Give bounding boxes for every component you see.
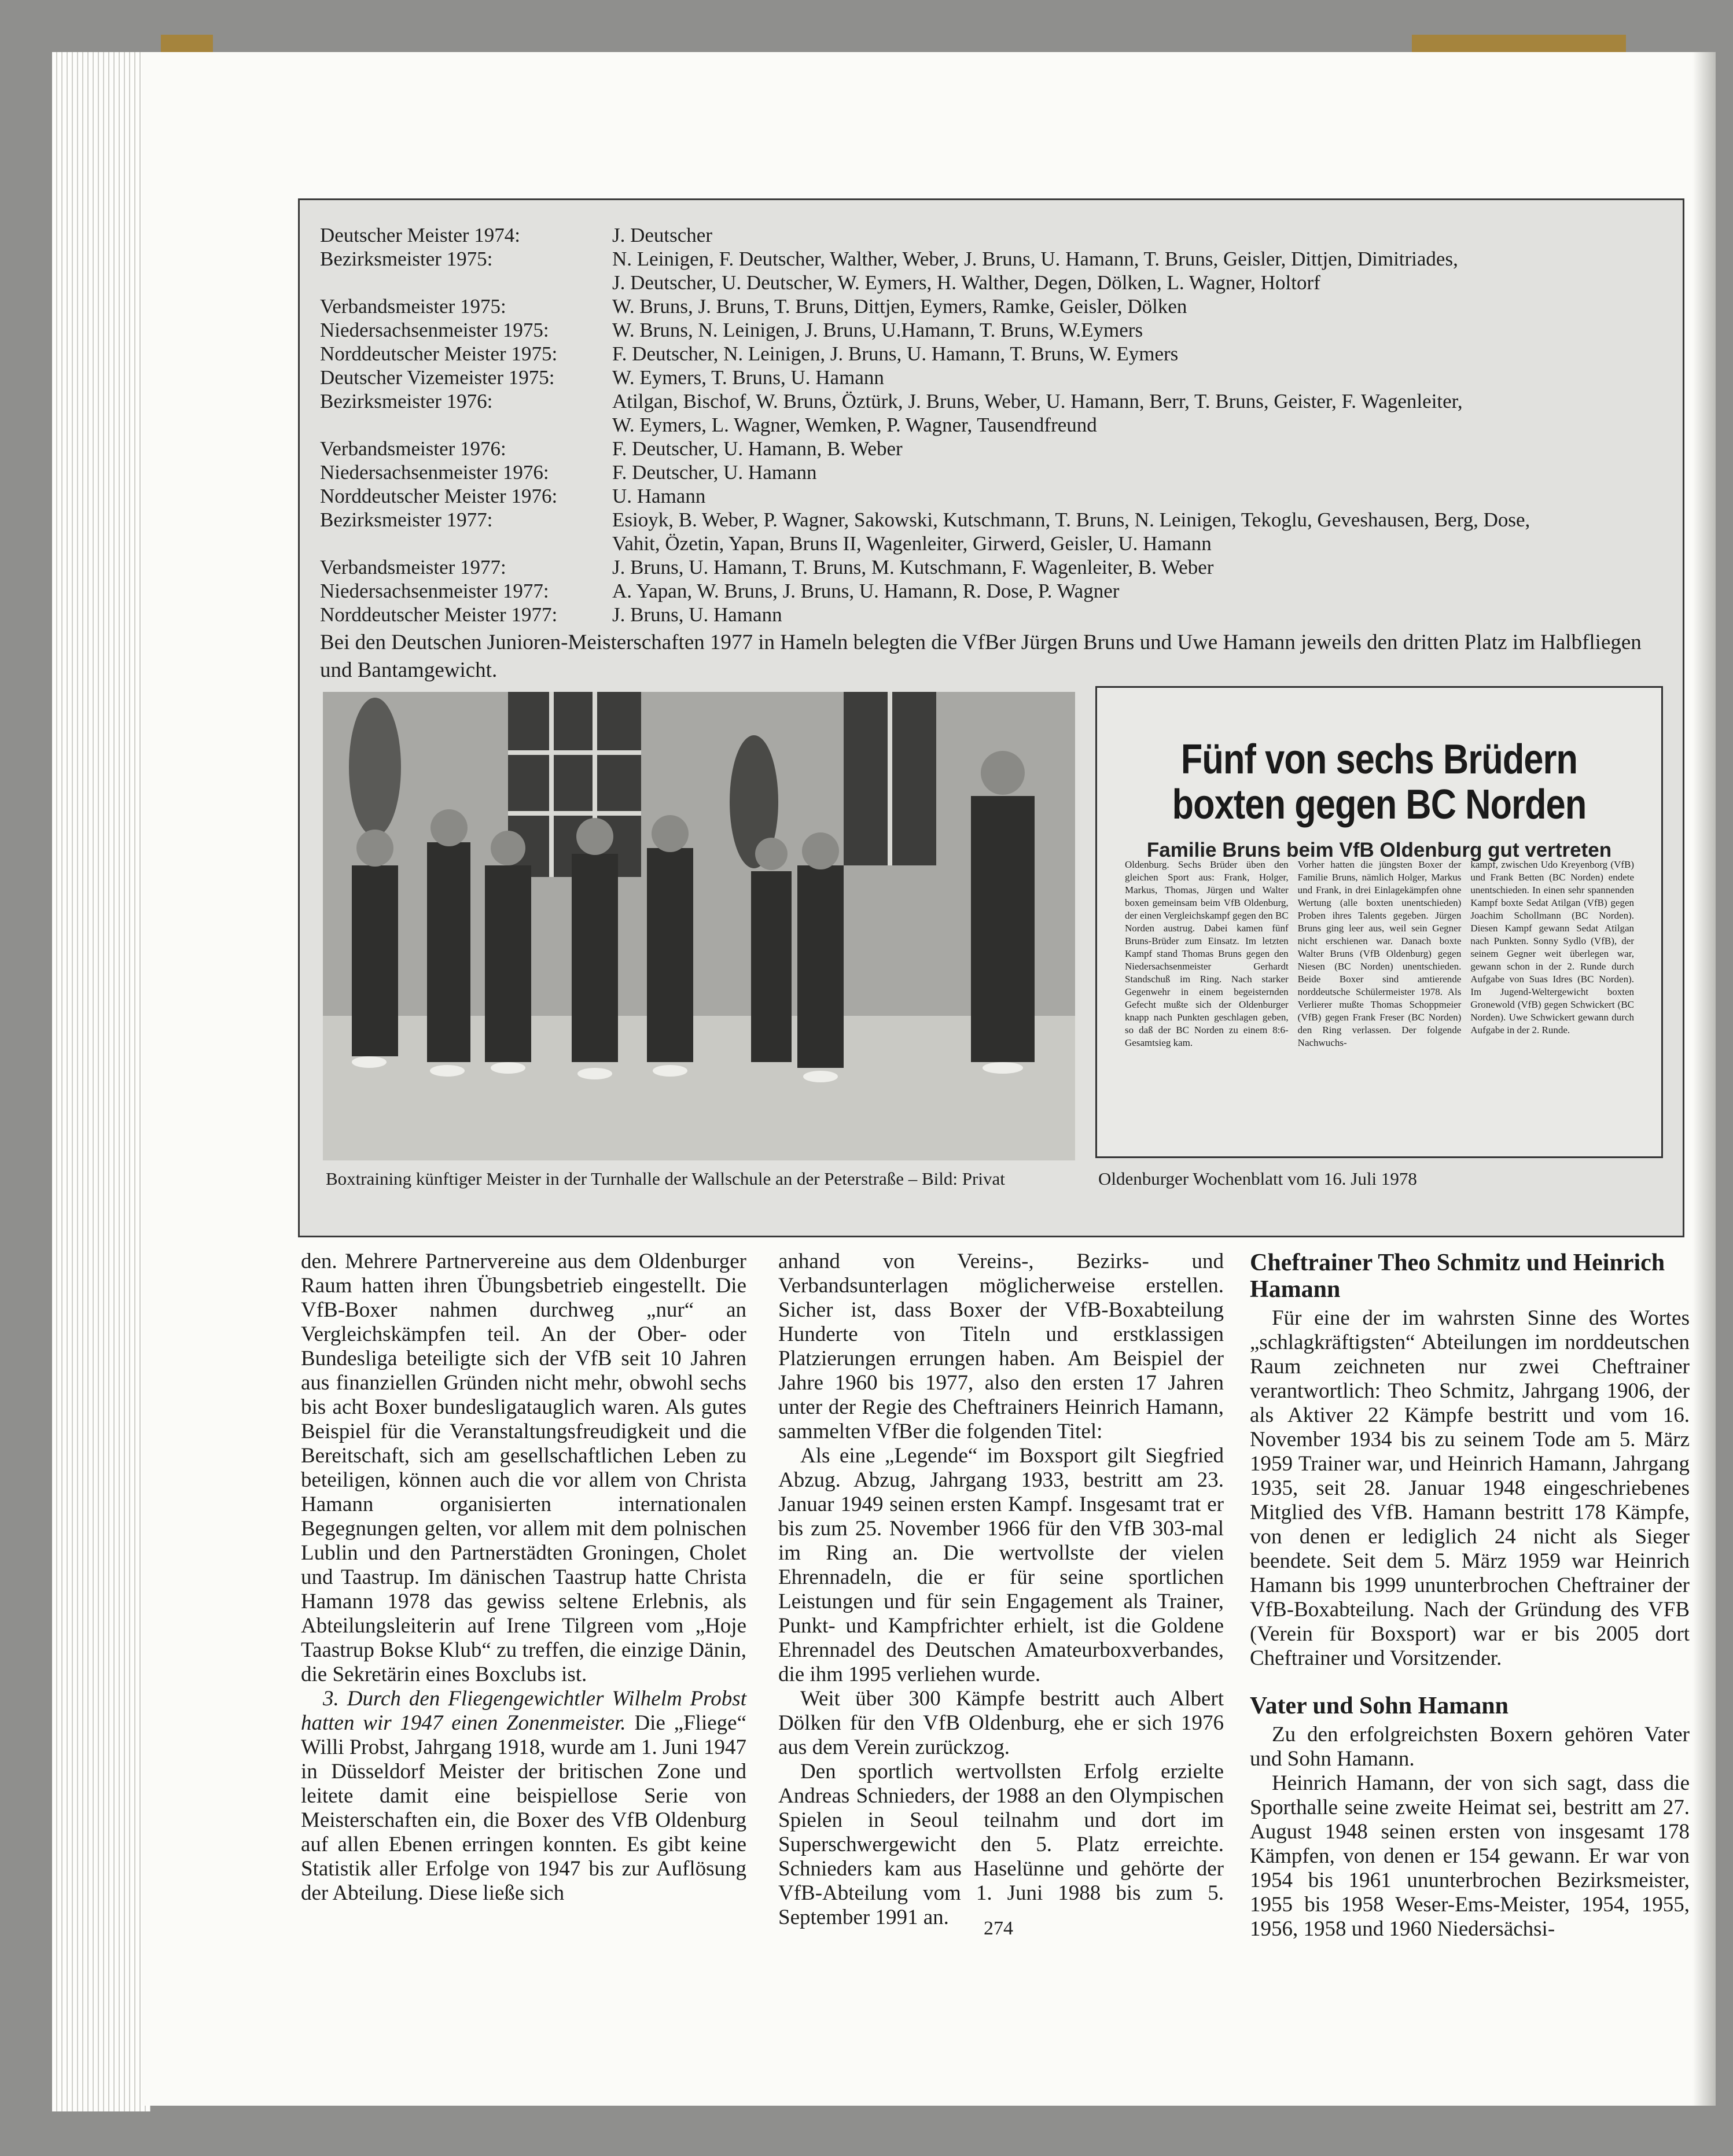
book-page-edges: [52, 52, 150, 2111]
title-row: [320, 579, 1674, 603]
title-category: [320, 532, 612, 555]
title-category: [320, 271, 612, 294]
title-category: Bezirksmeister 1977:: [320, 508, 493, 531]
tape-strip-right: [1412, 35, 1626, 52]
clipping-headline-1: Fünf von sechs Brüdern: [1180, 736, 1578, 783]
title-row: [320, 366, 1674, 389]
title-row: [320, 413, 1674, 437]
title-row: [320, 342, 1674, 366]
junior-championship-note: Bei den Deutschen Junioren-Meisterschaften 1977 in Hameln belegten die VfBer Jürgen Bruns und Uwe Hamann jeweils den dritten Platz im Halbfliegen und Bantamgewicht.: [320, 631, 1642, 682]
title-holders: J. Deutscher: [612, 224, 713, 246]
title-row: [320, 460, 1674, 484]
title-category: Deutscher Meister 1974:: [320, 224, 521, 246]
title-holders: F. Deutscher, U. Hamann, B. Weber: [612, 437, 903, 460]
title-holders: Atilgan, Bischof, W. Bruns, Öztürk, J. Bruns, Weber, U. Hamann, Berr, T. Bruns, Geister, F. Wagenleiter,: [612, 390, 1463, 412]
title-row: [320, 318, 1674, 342]
article-column-3: [1250, 1250, 1690, 1941]
section-lead-italic: 3. Durch den Fliegengewichtler Wilhelm Probst hatten wir 1947 einen Zonenmeister.: [301, 1687, 746, 1735]
title-holders: W. Eymers, L. Wagner, Wemken, P. Wagner, Tausendfreund: [612, 414, 1097, 436]
paragraph: Als eine „Legende“ im Boxsport gilt Siegfried Abzug. Abzug, Jahrgang 1933, bestritt am 23. Januar 1949 seinen ersten Kampf. Insgesamt trat er bis zum 25. November 1966 für den VfB 303-mal im Ring an. Die wertvollste der vielen Ehrennadeln, die er für seine sportlichen Leistungen und für sein Engagement als Trainer, Punkt- und Kampfrichter erhielt, ist die Goldene Ehrennadel des Deutschen Amateurboxverbandes, die ihm 1995 verliehen wurde.: [778, 1444, 1224, 1686]
title-category: Niedersachsenmeister 1976:: [320, 461, 549, 484]
title-holders: J. Bruns, U. Hamann: [612, 603, 782, 626]
title-row: [320, 532, 1674, 555]
title-category: Verbandsmeister 1975:: [320, 295, 506, 318]
clipping-caption: Oldenburger Wochenblatt vom 16. Juli 1978: [1098, 1169, 1417, 1189]
title-row: [320, 484, 1674, 508]
title-holders: W. Eymers, T. Bruns, U. Hamann: [612, 366, 884, 389]
title-holders: J. Deutscher, U. Deutscher, W. Eymers, H. Walther, Degen, Dölken, L. Wagner, Holtorf: [612, 271, 1320, 294]
title-category: Norddeutscher Meister 1975:: [320, 342, 558, 365]
title-holders: U. Hamann: [612, 485, 706, 507]
page-gutter-shadow: [1692, 52, 1716, 2106]
paragraph: Zu den erfolgreichsten Boxern gehören Vater und Sohn Hamann.: [1250, 1723, 1690, 1771]
title-category: Verbandsmeister 1977:: [320, 556, 506, 578]
clipping-text-columns: [1125, 858, 1634, 1049]
title-holders: F. Deutscher, U. Hamann: [612, 461, 817, 484]
newspaper-clipping: [1095, 686, 1663, 1158]
title-category: Norddeutscher Meister 1977:: [320, 603, 558, 626]
title-row: [320, 247, 1674, 271]
titles-box: [298, 198, 1684, 1237]
title-row: [320, 508, 1674, 532]
section-heading: Cheftrainer Theo Schmitz und Heinrich Hamann: [1250, 1250, 1665, 1303]
title-row: [320, 437, 1674, 460]
clipping-column-1: Oldenburg. Sechs Brüder üben den gleichen Sport aus: Frank, Holger, Markus, Thomas, Jürgen und Walter boxen gemeinsam beim VfB Oldenburg, der einen Vergleichskampf gegen den BC Norden austrug. Dabei kamen fünf Bruns-Brüder zum Einsatz. Im letzten Kampf stand Thomas Bruns gegen den Niedersachsenmeister Gerhardt Standschuß im Ring. Nach starker Gegenwehr in einem begeisternden Gefecht mußte sich der Oldenburger knapp nach Punkten geschlagen geben, so daß der BC Norden zu einem 8:6-Gesamtsieg kam.: [1125, 859, 1289, 1048]
clipping-column-3: kampf, zwischen Udo Kreyenborg (VfB) und Frank Betten (BC Norden) endete unentschieden. In einen sehr spannenden Kampf boxte Sedat Atilgan (VfB) gegen Joachim Schollmann (BC Norden). Diesen Kampf gewann Sedat Atilgan nach Punkten. Sonny Sydlo (VfB), der seinem Gegner weit überlegen war, gewann schon in der 2. Runde durch Aufgabe von Suas Idres (BC Norden). Im Jugend-Weltergewicht boxten Gronewold (VfB) gegen Schwickert (BC Norden). Uwe Schwickert gewann durch Aufgabe in der 2. Runde.: [1470, 859, 1635, 1035]
title-row: [320, 223, 1674, 247]
title-row: [320, 389, 1674, 413]
title-category: Deutscher Vizemeister 1975:: [320, 366, 555, 389]
training-photo-image: [323, 692, 1075, 1160]
title-holders: J. Bruns, U. Hamann, T. Bruns, M. Kutschmann, F. Wagenleiter, B. Weber: [612, 556, 1214, 578]
title-category: [320, 413, 612, 437]
training-photo: [323, 692, 1075, 1160]
title-holders: W. Bruns, N. Leinigen, J. Bruns, U.Hamann, T. Bruns, W.Eymers: [612, 319, 1143, 341]
title-category: Bezirksmeister 1976:: [320, 390, 493, 412]
paragraph: Für eine der im wahrsten Sinne des Wortes „schlagkräftigsten“ Abteilungen im norddeutschen Raum zeichneten nur zwei Cheftrainer verantwortlich: Theo Schmitz, Jahrgang 1906, der als Aktiver 22 Kämpfe bestritt und vom 16. November 1934 bis zu seinem Tode am 5. März 1959 Trainer war, und Heinrich Hamann, Jahrgang 1935, seit 28. Januar 1948 eingeschriebenes Mitglied des VfB. Hamann bestritt 178 Kämpfe, von denen er lediglich 24 nicht als Sieger beendete. Seit dem 5. März 1959 war Heinrich Hamann bis 1999 ununterbrochen Cheftrainer der VfB-Boxabteilung. Nach der Gründung des VFB (Verein für Boxsport) war er bis 2005 dort Cheftrainer und Vorsitzender.: [1250, 1306, 1690, 1670]
title-category: Bezirksmeister 1975:: [320, 248, 493, 270]
title-row: [320, 555, 1674, 579]
title-holders: Esioyk, B. Weber, P. Wagner, Sakowski, Kutschmann, T. Bruns, N. Leinigen, Tekoglu, Geveshausen, Berg, Dose,: [612, 508, 1530, 531]
title-category: Norddeutscher Meister 1976:: [320, 485, 558, 507]
paragraph-text: Die „Fliege“ Willi Probst, Jahrgang 1918, wurde am 1. Juni 1947 in Düsseldorf Meister der britischen Zone und leitete damit eine beispiellose Serie von Meisterschaften ein, die Boxer des VfB Oldenburg auf allen Ebenen erringen konnten. Es gibt keine Statistik aller Erfolge von 1947 bis zur Auflösung der Abteilung. Diese ließe sich: [301, 1711, 746, 1905]
paragraph: den. Mehrere Partnervereine aus dem Oldenburger Raum hatten ihren Übungsbetrieb eingestellt. Die VfB-Boxer nahmen durchweg „nur“ an Vergleichskämpfen teil. An der Ober- oder Bundesliga beteiligte sich der VfB seit 10 Jahren aus finanziellen Gründen nicht mehr, obwohl sechs bis acht Boxer bundesligatauglich waren. Als gutes Beispiel für die Veranstaltungsfreudigkeit und die Bereitschaft, sich am gesellschaftlichen Leben zu beteiligen, können auch die vor allem von Christa Hamann organisierten internationalen Begegnungen gelten, vor allem mit dem polnischen Lublin und den Partnerstädten Groningen, Cholet und Taastrup. Im dänischen Taastrup hatte Christa Hamann 1978 das gewiss seltene Erlebnis, als Abteilungsleiterin auf Irene Tilgreen vom „Hoje Taastrup Bokse Klub“ zu treffen, die einzige Dänin, die Sekretärin eines Boxclubs ist.: [301, 1250, 746, 1686]
title-category: Verbandsmeister 1976:: [320, 437, 506, 460]
paragraph: anhand von Vereins-, Bezirks- und Verbandsunterlagen möglicherweise erstellen. Sicher ist, dass Boxer der VfB-Boxabteilung Hunderte von Titeln und erstklassigen Platzierungen errungen haben. Am Beispiel der Jahre 1960 bis 1977, also den ersten 17 Jahren unter der Regie des Cheftrainers Heinrich Hamann, sammelten VfBer die folgenden Titel:: [778, 1250, 1224, 1443]
page-number: 274: [984, 1918, 1013, 1939]
tape-strip-left: [161, 35, 213, 54]
title-row: [320, 603, 1674, 626]
title-holders: F. Deutscher, N. Leinigen, J. Bruns, U. Hamann, T. Bruns, W. Eymers: [612, 342, 1179, 365]
clipping-subheadline: Familie Bruns beim VfB Oldenburg gut vertreten: [1146, 839, 1612, 861]
title-category: Niedersachsenmeister 1977:: [320, 580, 549, 602]
article-column-1: [301, 1250, 746, 1906]
clipping-headline-2: boxten gegen BC Norden: [1172, 782, 1587, 828]
paragraph: Weit über 300 Kämpfe bestritt auch Albert Dölken für den VfB Oldenburg, ehe er sich 1976 aus dem Verein zurückzog.: [778, 1687, 1224, 1759]
clipping-column-2: Vorher hatten die jüngsten Boxer der Familie Bruns, nämlich Holger, Markus und Frank, in drei Einlagekämpfen ohne Wertung (alle boxten unentschieden) Proben ihres Talents gegeben. Jürgen Bruns ging leer aus, weil sein Gegner nicht erschienen war. Danach boxte Walter Bruns (VfB Oldenburg) gegen Niesen (BC Norden) unentschieden. Beide Boxer sind amtierende norddeutsche Schülermeister 1978. Als Verlierer mußte Thomas Schoppmeier (VfB) gegen Frank Freser (BC Norden) den Ring verlassen. Der folgende Nachwuchs-: [1297, 859, 1462, 1048]
title-holders: N. Leinigen, F. Deutscher, Walther, Weber, J. Bruns, U. Hamann, T. Bruns, Geisler, Dittjen, Dimitriades,: [612, 248, 1458, 270]
title-row: [320, 271, 1674, 294]
section-heading: Vater und Sohn Hamann: [1250, 1693, 1509, 1719]
title-row: [320, 294, 1674, 318]
paragraph: Heinrich Hamann, der von sich sagt, dass die Sporthalle seine zweite Heimat sei, bestritt am 27. August 1948 seinen ersten von insgesamt 178 Kämpfen, von denen er 154 gewann. Er war von 1954 bis 1961 ununterbrochen Bezirksmeister, 1955 bis 1958 Weser-Ems-Meister, 1954, 1955, 1956, 1958 und 1960 Niedersächsi-: [1250, 1771, 1690, 1941]
title-holders: Vahit, Özetin, Yapan, Bruns II, Wagenleiter, Girwerd, Geisler, U. Hamann: [612, 532, 1212, 555]
title-holders: W. Bruns, J. Bruns, T. Bruns, Dittjen, Eymers, Ramke, Geisler, Dölken: [612, 295, 1187, 318]
paragraph: Den sportlich wertvollsten Erfolg erzielte Andreas Schnieders, der 1988 an den Olympischen Spielen in Seoul teilnahm und dort im Superschwergewicht den 5. Platz erreichte. Schnieders kam aus Haselünne und gehörte der VfB-Abteilung vom 1. Juni 1988 bis zum 5. September 1991 an.: [778, 1760, 1224, 1929]
title-holders: A. Yapan, W. Bruns, J. Bruns, U. Hamann, R. Dose, P. Wagner: [612, 580, 1120, 602]
article-column-2: [778, 1250, 1224, 1930]
title-category: Niedersachsenmeister 1975:: [320, 319, 549, 341]
photo-caption: Boxtraining künftiger Meister in der Turnhalle der Wallschule an der Peterstraße – Bild: Privat: [326, 1169, 1005, 1189]
titles-list: [320, 223, 1674, 684]
paragraph: [301, 1687, 746, 1906]
